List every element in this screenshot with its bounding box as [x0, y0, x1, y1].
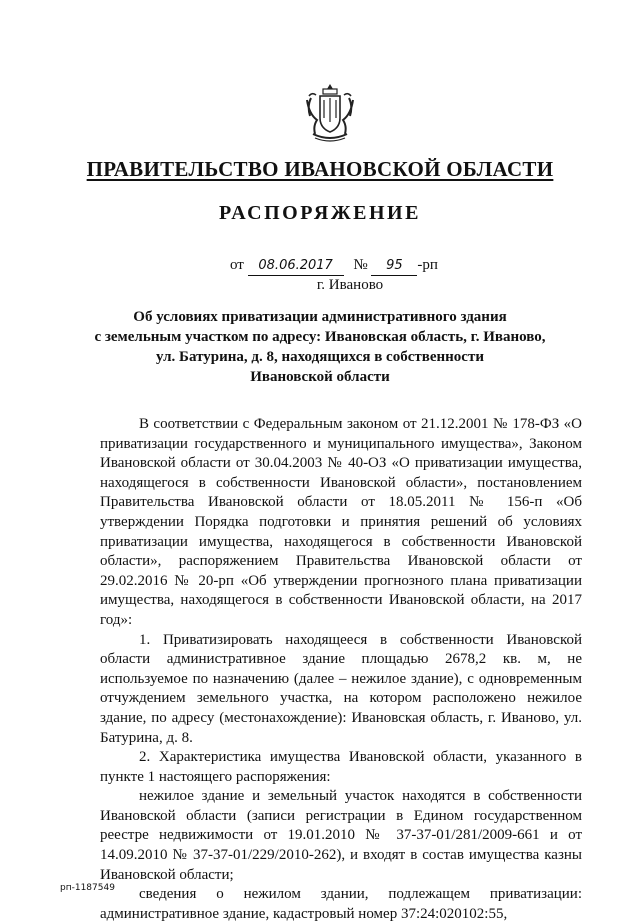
- subject-line: Ивановской области: [250, 369, 390, 385]
- footer-code: рп-1187549: [60, 883, 115, 893]
- document-date: 08.06.2017: [248, 258, 344, 276]
- number-prefix: №: [353, 257, 368, 273]
- number-suffix: -рп: [417, 257, 438, 273]
- body-paragraph: 1. Приватизировать находящееся в собственности Ивановской области административное здание площадью 2678,2 кв. м, не используемое по назначению (далее – нежилое здание), с одновременным отчуждением земельного участка, на котором расположено нежилое здание, по адресу (местонахождение): Ивановская область, г. Иваново, ул. Батурина, д. 8.: [100, 631, 582, 746]
- document-type: РАСПОРЯЖЕНИЕ: [219, 202, 421, 224]
- organization-title: ПРАВИТЕЛЬСТВО ИВАНОВСКОЙ ОБЛАСТИ: [86, 157, 554, 181]
- document-body: [100, 415, 582, 924]
- subject-line: Об условиях приватизации административного здания: [133, 309, 507, 325]
- subject-line: ул. Батурина, д. 8, находящихся в собственности: [156, 349, 484, 365]
- city-line: г. Иваново: [316, 277, 384, 293]
- document-subject: [60, 307, 580, 387]
- body-paragraph: 2. Характеристика имущества Ивановской области, указанного в пункте 1 настоящего распоряжения:: [100, 749, 582, 785]
- body-paragraph: нежилое здание и земельный участок находятся в собственности Ивановской области (записи регистрации в Едином государственном реестре недвижимости от 19.01.2010 № 37-37-01/281/2009-661 и от 14.09.2010 № 37-37-01/229/2010-262), и входят в состав имущества казны Ивановской области;: [100, 788, 582, 883]
- coat-of-arms-icon: [303, 82, 357, 144]
- body-paragraph: В соответствии с Федеральным законом от 21.12.2001 № 178-ФЗ «О приватизации государственного и муниципального имущества», Законом Ивановской области от 30.04.2003 № 40-ОЗ «О приватизации имущества, находящегося в собственности Ивановской области», постановлением Правительства Ивановской области от 18.05.2011 № 156-п «Об утверждении Порядка подготовки и принятия решений об условиях приватизации имущества, находящегося в собственности Ивановской области», распоряжением Правительства Ивановской области от 29.02.2016 № 20-рп «Об утверждении прогнозного плана приватизации имущества, находящегося в собственности Ивановской области, на 2017 год»:: [100, 416, 582, 628]
- date-number-line: [230, 257, 438, 276]
- body-paragraph: сведения о нежилом здании, подлежащем приватизации: административное здание, кадастровый номер 37:24:020102:55,: [100, 886, 582, 922]
- date-prefix: от: [230, 257, 244, 273]
- subject-line: с земельным участком по адресу: Ивановская область, г. Иваново,: [94, 329, 546, 345]
- document-number: 95: [371, 258, 417, 276]
